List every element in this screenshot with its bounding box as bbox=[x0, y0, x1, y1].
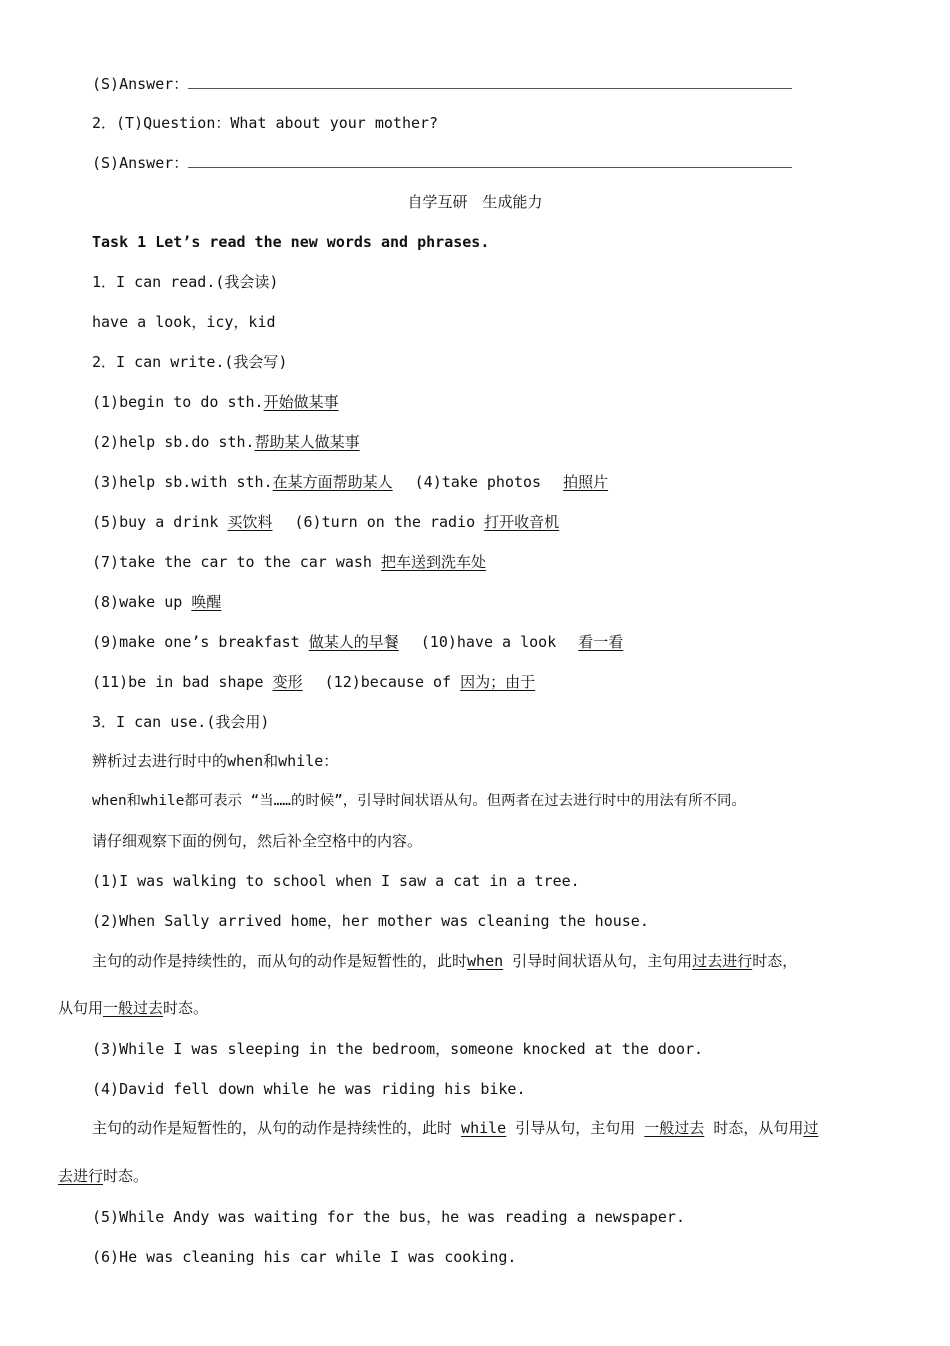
phrase-en: (4)take photos bbox=[414, 473, 542, 491]
example-sentence: (4)David fell down while he was riding his bike. bbox=[92, 1080, 526, 1098]
phrase-en: (2)help sb.do sth. bbox=[92, 433, 255, 451]
answer-blank[interactable] bbox=[188, 74, 792, 89]
rule-text: 时态。 bbox=[103, 1167, 149, 1185]
phrase-en: (11)be in bad shape bbox=[92, 673, 264, 691]
phrase-zh: 唤醒 bbox=[191, 593, 222, 611]
example-sentence: (6)He was cleaning his car while I was cooking. bbox=[92, 1248, 517, 1266]
phrase-row bbox=[92, 432, 360, 452]
rule-text: 主句的动作是持续性的，而从句的动作是短暂性的，此时 bbox=[92, 952, 468, 970]
rule2-line2 bbox=[58, 1166, 148, 1186]
rule-blank: 过 bbox=[803, 1119, 819, 1137]
phrase-zh: 打开收音机 bbox=[484, 513, 560, 531]
rule-text: 从句用 bbox=[58, 999, 104, 1017]
phrase-row bbox=[92, 552, 486, 572]
phrase-zh: 变形 bbox=[272, 673, 303, 691]
rule-blank: 过去进行 bbox=[692, 952, 753, 970]
phrase-zh: 因为；由于 bbox=[460, 673, 536, 691]
phrase-en: (10)have a look bbox=[420, 633, 557, 651]
phrase-en: (6)turn on the radio bbox=[294, 513, 476, 531]
phrase-en: (12)because of bbox=[324, 673, 452, 691]
rule-text: 时态，从句用 bbox=[713, 1119, 804, 1137]
section-title: 自学互研 生成能力 bbox=[407, 193, 543, 211]
example-sentence: (2)When Sally arrived home，her mother was cleaning the house. bbox=[92, 912, 649, 930]
q2-answer-line bbox=[92, 153, 792, 173]
example-sentence: (5)While Andy was waiting for the bus，he was reading a newspaper. bbox=[92, 1208, 685, 1226]
rule-blank: when bbox=[467, 952, 504, 970]
rule-blank: while bbox=[461, 1119, 507, 1137]
phrase-zh: 帮助某人做某事 bbox=[254, 433, 360, 451]
phrase-zh: 在某方面帮助某人 bbox=[272, 473, 393, 491]
analysis-instruction: 请仔细观察下面的例句，然后补全空格中的内容。 bbox=[92, 832, 423, 850]
phrase-zh: 买饮料 bbox=[227, 513, 273, 531]
rule-text: 引导从句，主句用 bbox=[515, 1119, 636, 1137]
rule-text: 时态， bbox=[752, 952, 798, 970]
rule-blank: 一般过去 bbox=[644, 1119, 705, 1137]
phrase-row bbox=[92, 592, 221, 612]
use-heading: 3．I can use.(我会用) bbox=[92, 713, 270, 731]
example-sentence: (1)I was walking to school when I saw a cat in a tree. bbox=[92, 872, 580, 890]
task1-title: Task 1 Let’s read the new words and phrases. bbox=[92, 233, 490, 251]
phrase-row bbox=[92, 472, 608, 492]
phrase-en: (8)wake up bbox=[92, 593, 183, 611]
read-heading: 1．I can read.(我会读) bbox=[92, 273, 279, 291]
phrase-row bbox=[92, 392, 339, 412]
rule-blank: 去进行 bbox=[58, 1167, 104, 1185]
phrase-en: (7)take the car to the car wash bbox=[92, 553, 372, 571]
phrase-zh: 开始做某事 bbox=[263, 393, 339, 411]
phrase-row bbox=[92, 632, 623, 652]
rule-blank: 一般过去 bbox=[103, 999, 164, 1017]
phrase-en: (3)help sb.with sth. bbox=[92, 473, 273, 491]
phrase-row bbox=[92, 512, 559, 532]
rule-text: 时态。 bbox=[163, 999, 209, 1017]
write-heading: 2．I can write.(我会写) bbox=[92, 353, 288, 371]
rule-text: 主句的动作是短暂性的，从句的动作是持续性的，此时 bbox=[92, 1119, 453, 1137]
example-sentence: (3)While I was sleeping in the bedroom，someone knocked at the door. bbox=[92, 1040, 704, 1058]
rule1-line1 bbox=[92, 951, 797, 971]
rule1-line2 bbox=[58, 998, 208, 1018]
phrase-en: (1)begin to do sth. bbox=[92, 393, 264, 411]
q2-question: 2．(T)Question：What about your mother? bbox=[92, 114, 439, 132]
phrase-en: (5)buy a drink bbox=[92, 513, 219, 531]
phrase-zh: 看一看 bbox=[578, 633, 624, 651]
answer-label: (S)Answer： bbox=[92, 75, 189, 93]
q1-answer-line bbox=[92, 74, 792, 94]
analysis-intro: when和while都可表示 “当……的时候”，引导时间状语从句。但两者在过去进行时中的用法有所不同。 bbox=[92, 793, 746, 809]
rule2-line1 bbox=[92, 1118, 818, 1138]
phrase-en: (9)make one’s breakfast bbox=[92, 633, 300, 651]
rule-text: 引导时间状语从句，主句用 bbox=[512, 952, 693, 970]
analysis-title: 辨析过去进行时中的when和while： bbox=[92, 752, 339, 770]
read-words: have a look，icy，kid bbox=[92, 313, 276, 331]
answer-blank[interactable] bbox=[188, 153, 792, 168]
phrase-row bbox=[92, 672, 535, 692]
phrase-zh: 做某人的早餐 bbox=[308, 633, 399, 651]
answer-label: (S)Answer： bbox=[92, 154, 189, 172]
phrase-zh: 拍照片 bbox=[563, 473, 609, 491]
phrase-zh: 把车送到洗车处 bbox=[381, 553, 487, 571]
